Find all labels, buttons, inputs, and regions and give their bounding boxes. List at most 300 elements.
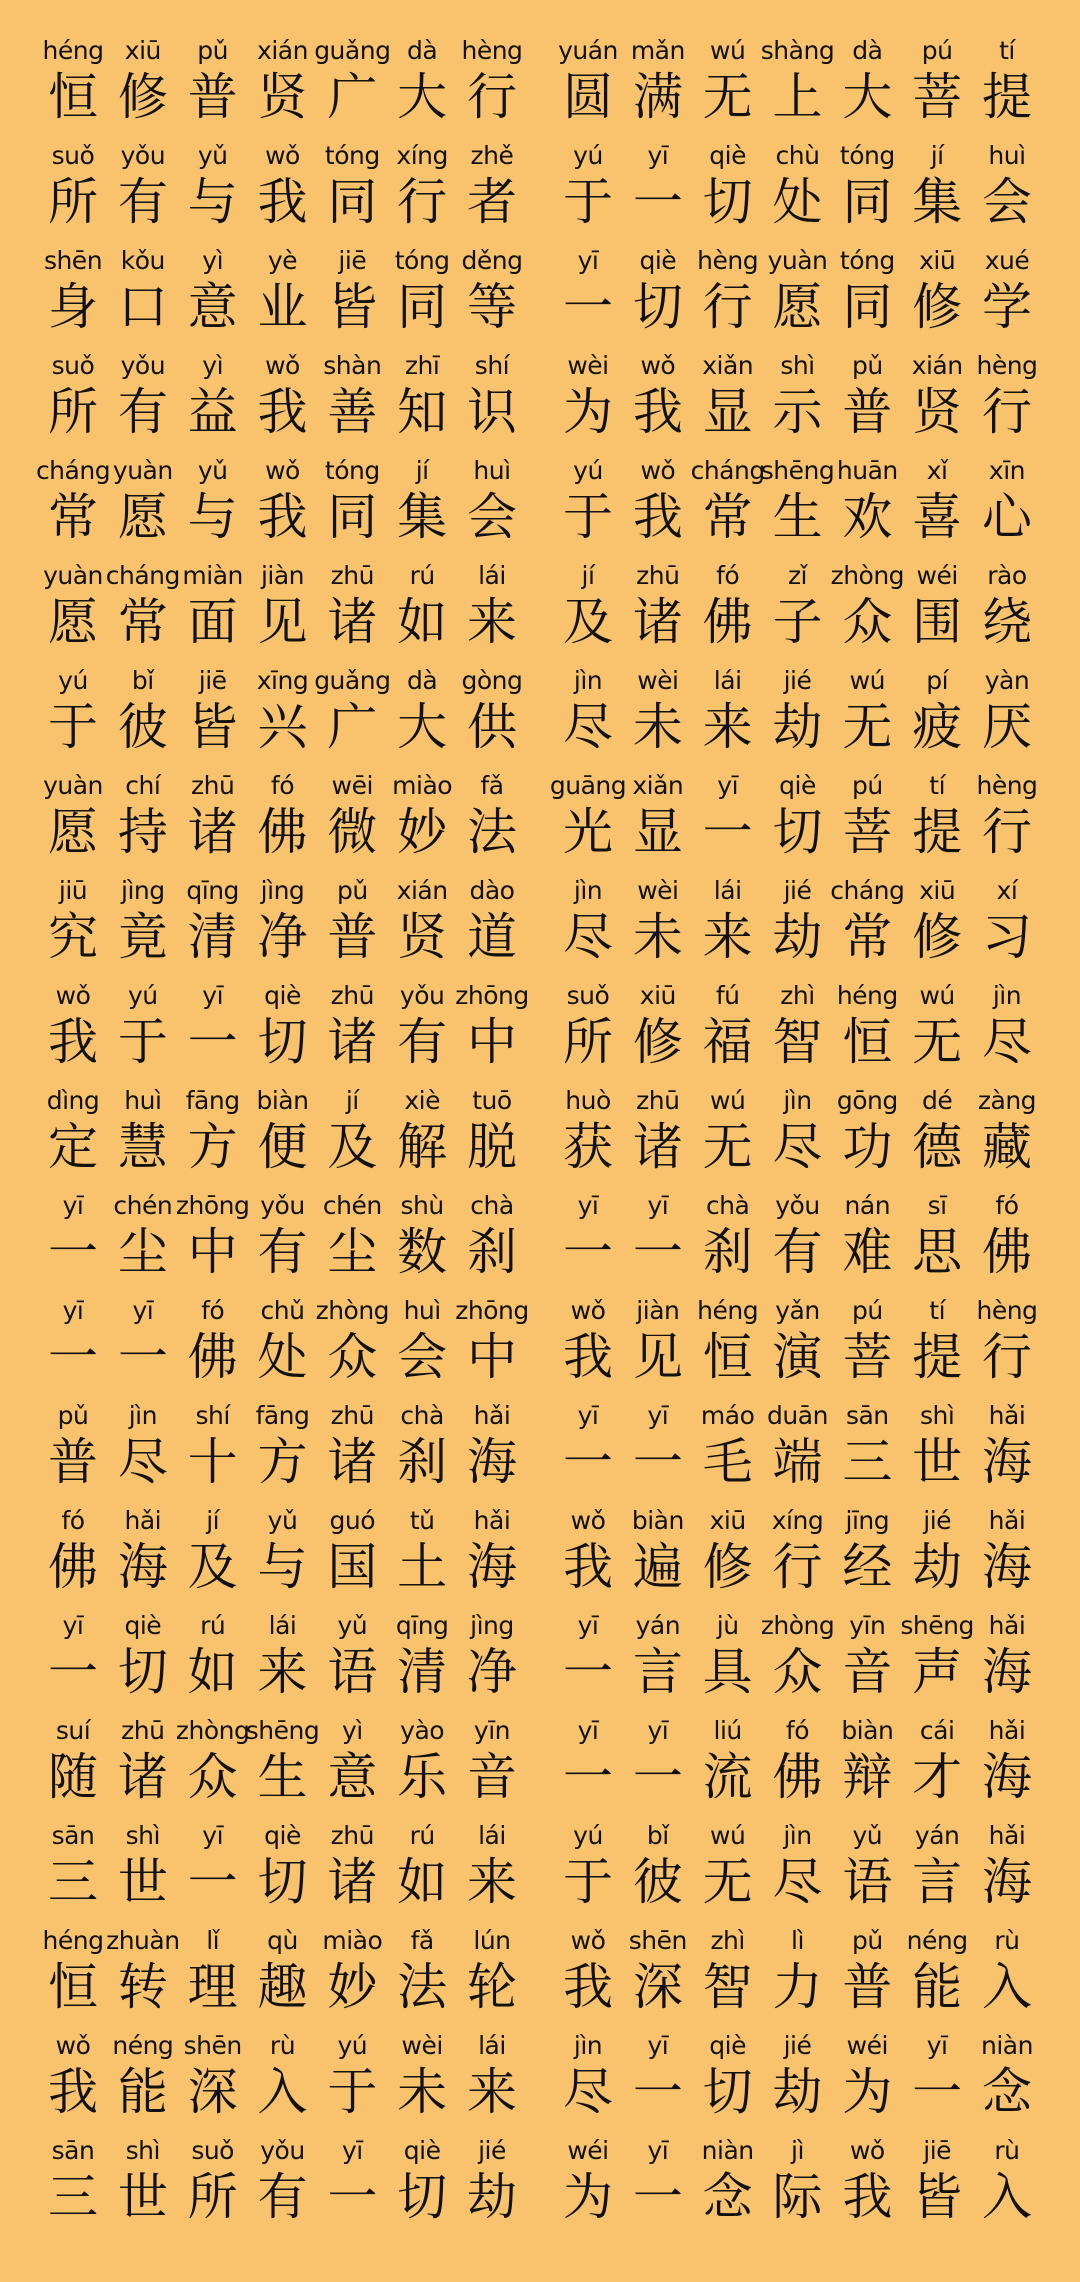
hanzi-character: 切 bbox=[772, 803, 823, 861]
hanzi-character: 海 bbox=[981, 1433, 1032, 1491]
verse-line bbox=[40, 1821, 525, 1926]
hanzi-character: 及 bbox=[187, 1538, 238, 1596]
hanzi-character: 我 bbox=[842, 2168, 893, 2226]
hanzi-character: 所 bbox=[563, 1013, 613, 1071]
hanzi-character: 能 bbox=[912, 1958, 963, 2016]
hanzi-character: 同 bbox=[327, 488, 378, 546]
syllable bbox=[625, 2136, 691, 2228]
pinyin-text: zhì bbox=[780, 981, 815, 1010]
syllable bbox=[180, 561, 246, 653]
hanzi-character: 益 bbox=[187, 383, 238, 441]
syllable bbox=[40, 1926, 106, 2018]
pinyin-text: wèi bbox=[567, 351, 609, 380]
hanzi-character: 佛 bbox=[772, 1748, 823, 1806]
hanzi-character: 法 bbox=[466, 803, 517, 861]
hanzi-character: 切 bbox=[632, 278, 683, 336]
hanzi-character: 与 bbox=[187, 488, 238, 546]
hanzi-character: 一 bbox=[187, 1853, 238, 1911]
syllable bbox=[180, 36, 246, 128]
syllable bbox=[555, 1191, 621, 1283]
syllable bbox=[110, 141, 176, 233]
pinyin-text: gòng bbox=[461, 666, 523, 695]
pinyin-text: shì bbox=[780, 351, 815, 380]
syllable bbox=[459, 1191, 525, 1283]
syllable bbox=[110, 876, 176, 968]
hanzi-character: 常 bbox=[117, 593, 168, 651]
pinyin-text: zhòng bbox=[175, 1716, 250, 1745]
hanzi-character: 贤 bbox=[397, 908, 448, 966]
hanzi-character: 海 bbox=[981, 1538, 1032, 1596]
pinyin-text: dìng bbox=[46, 1086, 100, 1115]
syllable bbox=[555, 1506, 621, 1598]
pinyin-text: zhū bbox=[636, 1086, 680, 1115]
syllable bbox=[695, 2031, 761, 2123]
hanzi-character: 诸 bbox=[327, 1853, 378, 1911]
syllable bbox=[974, 246, 1040, 338]
syllable bbox=[974, 876, 1040, 968]
pinyin-text: zhū bbox=[636, 561, 680, 590]
verse-line bbox=[555, 456, 1040, 561]
pinyin-text: jí bbox=[415, 456, 429, 485]
syllable bbox=[180, 246, 246, 338]
hanzi-character: 净 bbox=[466, 1643, 517, 1701]
syllable bbox=[904, 246, 970, 338]
pinyin-text: fó bbox=[61, 1506, 85, 1535]
hanzi-character: 毛 bbox=[702, 1433, 753, 1491]
syllable bbox=[904, 1926, 970, 2018]
syllable bbox=[389, 1926, 455, 2018]
hanzi-character: 转 bbox=[117, 1958, 168, 2016]
hanzi-character: 如 bbox=[397, 1853, 448, 1911]
hanzi-character: 经 bbox=[842, 1538, 893, 1596]
syllable bbox=[834, 1716, 900, 1808]
pinyin-text: qiè bbox=[264, 981, 301, 1010]
hanzi-character: 与 bbox=[257, 1538, 308, 1596]
hanzi-character: 趣 bbox=[257, 1958, 308, 2016]
pinyin-text: xiū bbox=[709, 1506, 746, 1535]
syllable bbox=[389, 1296, 455, 1388]
syllable bbox=[625, 771, 691, 863]
pinyin-text: yuàn bbox=[43, 561, 103, 590]
syllable bbox=[904, 1086, 970, 1178]
pinyin-text: shēn bbox=[183, 2031, 242, 2060]
hanzi-character: 如 bbox=[187, 1643, 238, 1701]
pinyin-text: yī bbox=[647, 1401, 669, 1430]
hanzi-character: 大 bbox=[842, 68, 893, 126]
syllable bbox=[389, 2136, 455, 2228]
hanzi-character: 来 bbox=[466, 593, 517, 651]
syllable bbox=[249, 561, 315, 653]
syllable bbox=[249, 36, 315, 128]
syllable bbox=[459, 1401, 525, 1493]
hanzi-character: 有 bbox=[397, 1013, 448, 1071]
syllable bbox=[555, 351, 621, 443]
hanzi-character: 广 bbox=[327, 698, 378, 756]
hanzi-character: 众 bbox=[187, 1748, 238, 1806]
pinyin-text: rào bbox=[987, 561, 1027, 590]
hanzi-character: 愿 bbox=[48, 593, 98, 651]
hanzi-character: 如 bbox=[397, 593, 448, 651]
hanzi-character: 妙 bbox=[397, 803, 448, 861]
pinyin-text: xiè bbox=[404, 1086, 440, 1115]
pinyin-text: rú bbox=[200, 1611, 226, 1640]
syllable bbox=[764, 246, 830, 338]
hanzi-character: 智 bbox=[772, 1013, 823, 1071]
pinyin-text: xiǎn bbox=[632, 771, 684, 800]
hanzi-character: 修 bbox=[912, 278, 963, 336]
pinyin-text: pú bbox=[851, 1296, 883, 1325]
hanzi-character: 处 bbox=[257, 1328, 308, 1386]
hanzi-character: 无 bbox=[702, 68, 753, 126]
syllable bbox=[834, 1401, 900, 1493]
syllable bbox=[459, 2136, 525, 2228]
syllable bbox=[110, 246, 176, 338]
syllable bbox=[389, 141, 455, 233]
syllable bbox=[319, 1506, 385, 1598]
verse-line bbox=[555, 2031, 1040, 2136]
syllable bbox=[695, 1506, 761, 1598]
verse-line bbox=[555, 1296, 1040, 1401]
pinyin-text: zhì bbox=[710, 1926, 745, 1955]
syllable bbox=[555, 246, 621, 338]
hanzi-character: 提 bbox=[981, 68, 1032, 126]
hanzi-character: 行 bbox=[772, 1538, 823, 1596]
syllable bbox=[904, 351, 970, 443]
hanzi-character: 国 bbox=[327, 1538, 378, 1596]
pinyin-text: yī bbox=[577, 1611, 599, 1640]
hanzi-character: 为 bbox=[563, 2168, 613, 2226]
syllable bbox=[389, 1821, 455, 1913]
pinyin-text: huì bbox=[988, 141, 1026, 170]
verse-line bbox=[555, 36, 1040, 141]
syllable bbox=[555, 1821, 621, 1913]
pinyin-text: yú bbox=[337, 2031, 368, 2060]
hanzi-character: 光 bbox=[563, 803, 613, 861]
pinyin-text: tí bbox=[999, 36, 1015, 65]
syllable bbox=[314, 36, 391, 128]
syllable bbox=[459, 141, 525, 233]
hanzi-character: 入 bbox=[257, 2063, 308, 2121]
syllable bbox=[625, 1506, 691, 1598]
pinyin-text: wèi bbox=[637, 666, 679, 695]
hanzi-character: 集 bbox=[397, 488, 448, 546]
pinyin-text: zhū bbox=[330, 1401, 374, 1430]
hanzi-character: 一 bbox=[912, 2063, 963, 2121]
pinyin-text: shàn bbox=[323, 351, 382, 380]
pinyin-text: huì bbox=[403, 1296, 441, 1325]
pinyin-text: yè bbox=[267, 246, 298, 275]
hanzi-character: 同 bbox=[327, 173, 378, 231]
pinyin-text: fǎ bbox=[410, 1926, 434, 1955]
pinyin-text: fó bbox=[270, 771, 295, 800]
syllable bbox=[904, 981, 970, 1073]
syllable bbox=[904, 876, 970, 968]
syllable bbox=[40, 246, 106, 338]
hanzi-character: 未 bbox=[632, 698, 683, 756]
pinyin-text: xián bbox=[257, 36, 308, 65]
syllable bbox=[974, 1191, 1040, 1283]
pinyin-text: cháng bbox=[690, 456, 765, 485]
syllable bbox=[459, 1506, 525, 1598]
hanzi-character: 欢 bbox=[842, 488, 893, 546]
hanzi-character: 兴 bbox=[257, 698, 308, 756]
pinyin-text: lái bbox=[478, 2031, 506, 2060]
hanzi-character: 行 bbox=[466, 68, 517, 126]
syllable bbox=[764, 561, 830, 653]
syllable bbox=[625, 1926, 691, 2018]
hanzi-character: 际 bbox=[772, 2168, 823, 2226]
pinyin-text: wǒ bbox=[849, 2136, 885, 2165]
hanzi-character: 彼 bbox=[632, 1853, 683, 1911]
hanzi-character: 劫 bbox=[912, 1538, 963, 1596]
syllable bbox=[180, 771, 246, 863]
syllable bbox=[834, 456, 900, 548]
pinyin-text: shēng bbox=[245, 1716, 320, 1745]
pinyin-text: yǒu bbox=[399, 981, 445, 1010]
pinyin-text: wèi bbox=[637, 876, 679, 905]
hanzi-character: 世 bbox=[117, 2168, 168, 2226]
hanzi-character: 我 bbox=[257, 488, 308, 546]
syllable bbox=[319, 1716, 385, 1808]
hanzi-character: 我 bbox=[632, 383, 683, 441]
hanzi-character: 有 bbox=[117, 173, 168, 231]
pinyin-text: yǔ bbox=[337, 1611, 368, 1640]
pinyin-text: jìn bbox=[783, 1821, 812, 1850]
hanzi-character: 海 bbox=[981, 1853, 1032, 1911]
hanzi-character: 切 bbox=[257, 1853, 308, 1911]
syllable bbox=[695, 1401, 761, 1493]
hanzi-character: 便 bbox=[257, 1118, 308, 1176]
pinyin-text: yī bbox=[717, 771, 739, 800]
syllable bbox=[625, 1191, 691, 1283]
pinyin-text: fó bbox=[995, 1191, 1019, 1220]
syllable bbox=[904, 2031, 970, 2123]
syllable bbox=[319, 141, 385, 233]
syllable bbox=[319, 2031, 385, 2123]
hanzi-character: 方 bbox=[187, 1118, 238, 1176]
hanzi-character: 学 bbox=[981, 278, 1032, 336]
verse-line bbox=[40, 1191, 525, 1296]
hanzi-character: 获 bbox=[563, 1118, 613, 1176]
syllable bbox=[904, 1716, 970, 1808]
syllable bbox=[315, 1296, 390, 1388]
syllable bbox=[40, 1086, 106, 1178]
pinyin-text: jí bbox=[581, 561, 595, 590]
syllable bbox=[249, 1401, 315, 1493]
pinyin-text: yī bbox=[577, 1716, 599, 1745]
hanzi-character: 尽 bbox=[563, 908, 613, 966]
syllable bbox=[40, 1716, 106, 1808]
pinyin-text: fāng bbox=[255, 1401, 310, 1430]
pinyin-text: wéi bbox=[567, 2136, 609, 2165]
pinyin-text: yì bbox=[341, 1716, 363, 1745]
syllable bbox=[974, 1296, 1040, 1388]
hanzi-character: 一 bbox=[48, 1223, 98, 1281]
syllable bbox=[764, 1506, 830, 1598]
hanzi-character: 喜 bbox=[912, 488, 963, 546]
hanzi-character: 世 bbox=[912, 1433, 963, 1491]
pinyin-text: yīn bbox=[849, 1611, 886, 1640]
syllable bbox=[459, 1611, 525, 1703]
pinyin-text: jié bbox=[783, 2031, 812, 2060]
syllable bbox=[834, 1191, 900, 1283]
hanzi-character: 遍 bbox=[632, 1538, 683, 1596]
pinyin-text: jié bbox=[923, 1506, 952, 1535]
hanzi-character: 尽 bbox=[772, 1853, 823, 1911]
pinyin-text: wǒ bbox=[570, 1506, 606, 1535]
syllable bbox=[625, 981, 691, 1073]
pinyin-text: zhū bbox=[121, 1716, 165, 1745]
syllable bbox=[319, 561, 385, 653]
hanzi-character: 普 bbox=[48, 1433, 98, 1491]
pinyin-text: jìn bbox=[573, 666, 603, 695]
pinyin-text: xǐ bbox=[926, 456, 948, 485]
syllable bbox=[974, 1926, 1040, 2018]
hanzi-character: 意 bbox=[187, 278, 238, 336]
syllable bbox=[555, 1716, 621, 1808]
pinyin-text: jìn bbox=[573, 2031, 603, 2060]
syllable bbox=[625, 141, 691, 233]
syllable bbox=[625, 456, 691, 548]
pinyin-text: qiè bbox=[709, 2031, 746, 2060]
pinyin-text: fó bbox=[716, 561, 740, 590]
syllable bbox=[695, 1086, 761, 1178]
pinyin-text: qiè bbox=[779, 771, 816, 800]
hanzi-character: 生 bbox=[257, 1748, 308, 1806]
hanzi-character: 所 bbox=[48, 173, 98, 231]
pinyin-text: chà bbox=[470, 1191, 514, 1220]
hanzi-character: 一 bbox=[563, 1223, 613, 1281]
hanzi-character: 满 bbox=[632, 68, 683, 126]
syllable bbox=[40, 2136, 106, 2228]
syllable bbox=[459, 1926, 525, 2018]
verse-line bbox=[40, 1611, 525, 1716]
pinyin-text: xiū bbox=[124, 36, 161, 65]
syllable bbox=[764, 1821, 830, 1913]
hanzi-character: 劫 bbox=[772, 908, 823, 966]
pinyin-text: shēn bbox=[628, 1926, 687, 1955]
pinyin-text: tóng bbox=[839, 141, 895, 170]
syllable bbox=[695, 981, 761, 1073]
pinyin-text: suǒ bbox=[191, 2136, 234, 2165]
syllable bbox=[249, 1821, 315, 1913]
pinyin-text: zhū bbox=[330, 1821, 374, 1850]
syllable bbox=[834, 1611, 900, 1703]
hanzi-character: 诸 bbox=[187, 803, 238, 861]
syllable bbox=[180, 456, 246, 548]
hanzi-character: 三 bbox=[48, 1853, 98, 1911]
pinyin-text: jí bbox=[345, 1086, 359, 1115]
pinyin-text: děng bbox=[461, 246, 523, 275]
pinyin-text: yú bbox=[573, 141, 603, 170]
hanzi-character: 辩 bbox=[842, 1748, 893, 1806]
hanzi-character: 我 bbox=[632, 488, 683, 546]
syllable bbox=[110, 1086, 176, 1178]
pinyin-text: yī bbox=[577, 1401, 599, 1430]
syllable bbox=[319, 876, 385, 968]
pinyin-text: lái bbox=[713, 666, 742, 695]
pinyin-text: yī bbox=[926, 2031, 948, 2060]
pinyin-text: zhū bbox=[191, 771, 235, 800]
pinyin-text: yī bbox=[647, 2136, 669, 2165]
pinyin-text: zàng bbox=[977, 1086, 1037, 1115]
hanzi-character: 皆 bbox=[327, 278, 378, 336]
hanzi-character: 上 bbox=[772, 68, 823, 126]
syllable bbox=[760, 456, 835, 548]
hanzi-character: 愿 bbox=[772, 278, 823, 336]
verse-line bbox=[555, 2136, 1040, 2241]
pinyin-text: kǒu bbox=[120, 246, 165, 275]
syllable bbox=[555, 1401, 621, 1493]
hanzi-character: 中 bbox=[466, 1328, 517, 1386]
hanzi-character: 我 bbox=[257, 383, 308, 441]
syllable bbox=[110, 1821, 176, 1913]
hanzi-character: 一 bbox=[632, 1433, 683, 1491]
syllable bbox=[764, 141, 830, 233]
syllable bbox=[690, 456, 765, 548]
pinyin-text: shàng bbox=[760, 36, 835, 65]
hanzi-character: 心 bbox=[981, 488, 1032, 546]
syllable bbox=[764, 666, 830, 758]
pinyin-text: héng bbox=[836, 981, 898, 1010]
pinyin-text: fǎ bbox=[480, 771, 504, 800]
syllable bbox=[319, 1821, 385, 1913]
syllable bbox=[180, 1821, 246, 1913]
hanzi-character: 同 bbox=[842, 173, 893, 231]
hanzi-character: 显 bbox=[632, 803, 683, 861]
hanzi-character: 念 bbox=[702, 2168, 753, 2226]
verse-line bbox=[40, 771, 525, 876]
hanzi-character: 一 bbox=[48, 1643, 98, 1701]
pinyin-text: qiè bbox=[124, 1611, 162, 1640]
syllable bbox=[459, 36, 525, 128]
hanzi-character: 言 bbox=[912, 1853, 963, 1911]
hanzi-character: 流 bbox=[702, 1748, 753, 1806]
pinyin-text: tóng bbox=[394, 246, 450, 275]
hanzi-character: 入 bbox=[981, 2168, 1032, 2226]
pinyin-text: jìn bbox=[992, 981, 1022, 1010]
syllable bbox=[625, 2031, 691, 2123]
hanzi-character: 尽 bbox=[117, 1433, 168, 1491]
pinyin-text: dà bbox=[407, 666, 438, 695]
pinyin-text: cháng bbox=[35, 456, 111, 485]
verse-line bbox=[555, 1191, 1040, 1296]
hanzi-character: 贤 bbox=[257, 68, 308, 126]
syllable bbox=[245, 1716, 320, 1808]
hanzi-character: 行 bbox=[981, 383, 1032, 441]
hanzi-character: 修 bbox=[632, 1013, 683, 1071]
verse-line bbox=[555, 981, 1040, 1086]
pinyin-text: chǔ bbox=[260, 1296, 305, 1325]
right-verse-column bbox=[549, 36, 1040, 2241]
hanzi-character: 普 bbox=[842, 383, 893, 441]
hanzi-character: 生 bbox=[772, 488, 823, 546]
hanzi-character: 诸 bbox=[117, 1748, 168, 1806]
pinyin-text: yuàn bbox=[112, 456, 173, 485]
syllable bbox=[319, 981, 385, 1073]
hanzi-character: 思 bbox=[912, 1223, 963, 1281]
verse-line bbox=[40, 2031, 525, 2136]
pinyin-text: zhū bbox=[330, 981, 374, 1010]
pinyin-text: rú bbox=[409, 561, 435, 590]
syllable bbox=[319, 2136, 385, 2228]
syllable bbox=[180, 1506, 246, 1598]
syllable bbox=[40, 771, 106, 863]
pinyin-text: suí bbox=[55, 1716, 91, 1745]
hanzi-character: 一 bbox=[563, 1748, 613, 1806]
verse-line bbox=[40, 1086, 525, 1191]
hanzi-character: 念 bbox=[981, 2063, 1032, 2121]
